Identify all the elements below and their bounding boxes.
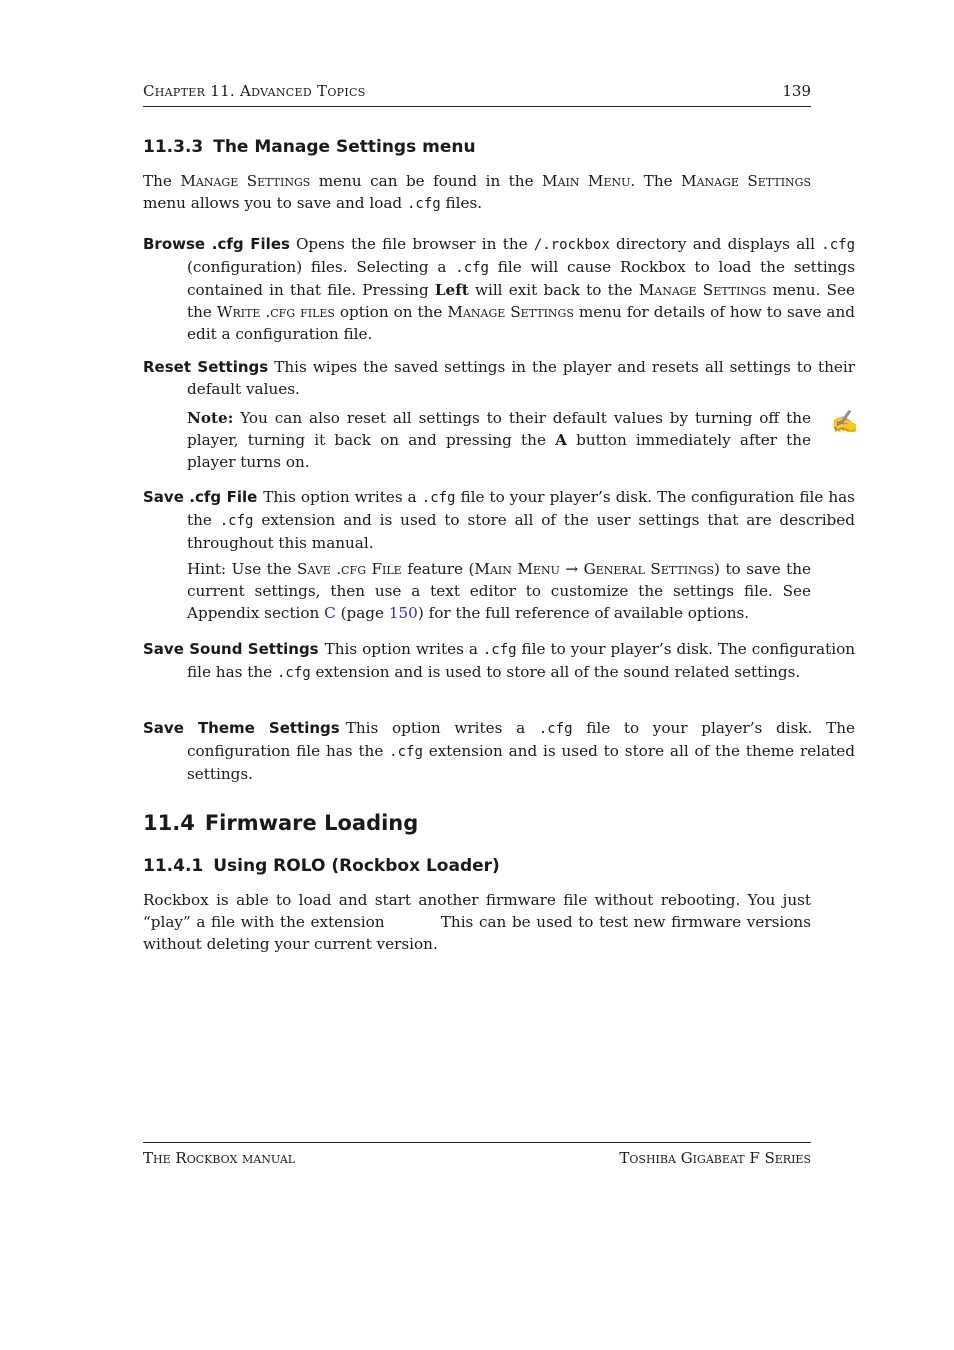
item-save-theme-settings: Save Theme Settings This option writes a .cfg file to your player’s disk. The configuration file has the .cfg extension and is used to store all of the theme related settings. xyxy=(143,719,855,783)
appendix-c-link[interactable]: C xyxy=(324,604,336,622)
running-footer xyxy=(143,1142,811,1167)
footer-manual-title: The Rockbox manual xyxy=(143,1149,296,1167)
page-150-link[interactable]: 150 xyxy=(388,604,418,622)
save-cfg-hint: Hint: Use the Save .cfg File feature (Main Menu → General Settings) to save the current settings, then use a text editor to customize the settings file. See Appendix section C (page 150) for the full reference of available options. xyxy=(187,560,811,622)
reset-note: Note: You can also reset all settings to their default values by turning off the player, turning it back on and pressing the A button immediately after the player turns on. xyxy=(187,409,812,471)
rolo-paragraph: Rockbox is able to load and start another firmware file without rebooting. You just “play” a file with the extension This can be used to test new firmware versions without deleting your current version. xyxy=(143,891,816,953)
item-reset-settings: Reset Settings This wipes the saved settings in the player and resets all settings to their default values. xyxy=(143,358,855,398)
writing-hand-icon: ✍ xyxy=(831,410,859,435)
item-save-sound-settings: Save Sound Settings This option writes a .cfg file to your player’s disk. The configuration file has the .cfg extension and is used to store all of the sound related settings. xyxy=(143,640,855,681)
intro-paragraph: The Manage Settings menu can be found in the Main Menu. The Manage Settings menu allows you to save and load .cfg files. xyxy=(143,172,811,212)
item-browse-cfg-files: Browse .cfg Files Opens the file browser in the /.rockbox directory and displays all .cfg (configuration) files. Selecting a .cfg file will cause Rockbox to load the settings contained in that file. Pressing Left will exit back to the Manage Settings menu. See the Write .cfg files option on the Manage Settings menu for details of how to save and edit a configuration file. xyxy=(143,235,855,343)
section-heading-11-4: 11.4 Firmware Loading xyxy=(143,811,419,835)
running-header xyxy=(143,82,811,107)
section-heading-11-3-3: 11.3.3 The Manage Settings menu xyxy=(143,137,476,157)
footer-device-name: Toshiba Gigabeat F Series xyxy=(619,1149,811,1167)
page-number: 139 xyxy=(782,82,811,100)
section-heading-11-4-1: 11.4.1 Using ROLO (Rockbox Loader) xyxy=(143,856,500,876)
item-save-cfg-file: Save .cfg File This option writes a .cfg file to your player’s disk. The configuration file has the .cfg extension and is used to store all of the user settings that are described throughout this manual. xyxy=(143,488,855,552)
chapter-title: Chapter 11. Advanced Topics xyxy=(143,82,366,100)
